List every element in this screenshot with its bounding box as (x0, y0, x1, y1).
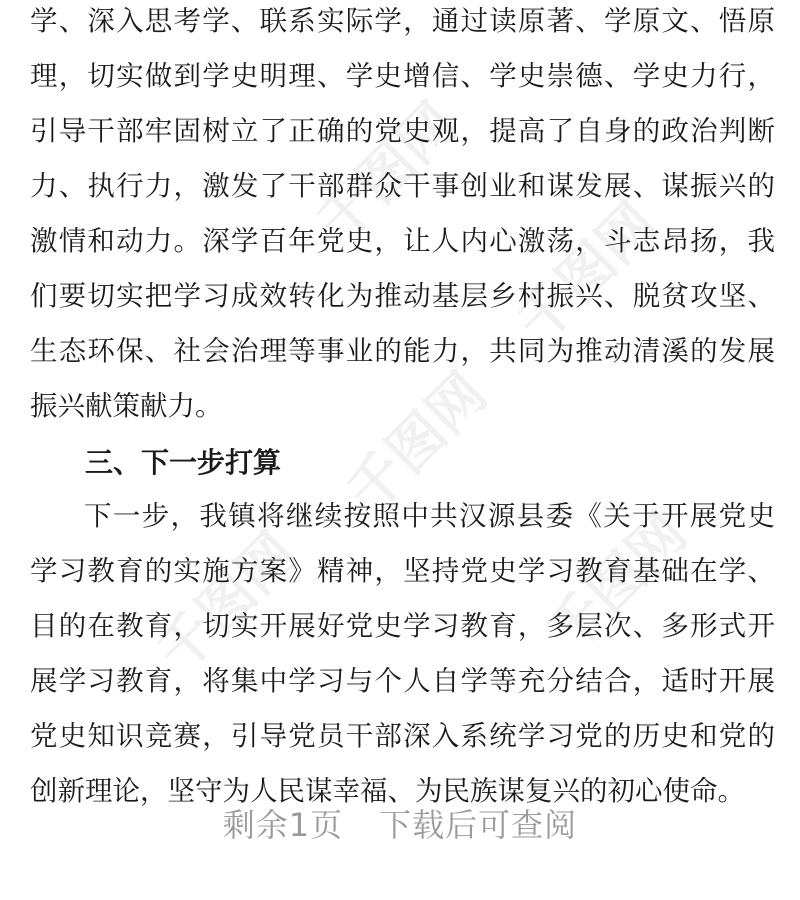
watermark: 千图网 (144, 520, 310, 686)
text-line: 们要切实把学习成效转化为推动基层乡村振兴、脱贫攻坚、 (30, 280, 775, 312)
text-line: 目的在教育，切实开展好党史学习教育，多层次、多形式开 (30, 610, 775, 642)
watermark: 千图网 (304, 90, 470, 256)
text-line: 学习教育的实施方案》精神，坚持党史学习教育基础在学、 (30, 555, 775, 587)
remaining-pages-label: 剩余1页 (222, 806, 344, 844)
text-line: 理，切实做到学史明理、学史增信、学史崇德、学史力行， (30, 60, 775, 92)
watermark: 千图网 (534, 500, 700, 666)
text-line: 振兴献策献力。 (30, 390, 223, 422)
download-to-view-link[interactable]: 下载后可查阅 (379, 806, 578, 844)
section-heading: 三、下一步打算 (85, 446, 282, 479)
text-line: 生态环保、社会治理等事业的能力，共同为推动清溪的发展 (30, 335, 775, 367)
download-prompt-banner[interactable] (0, 800, 800, 846)
text-line: 激情和动力。深学百年党史，让人内心激荡，斗志昂扬，我 (30, 225, 775, 257)
document-body (30, 0, 775, 825)
text-line: 引导干部牢固树立了正确的党史观，提高了自身的政治判断 (30, 115, 775, 147)
watermark: 千图网 (334, 360, 500, 526)
text-line: 学、深入思考学、联系实际学，通过读原著、学原文、悟原 (30, 5, 775, 37)
text-line: 创新理论，坚守为人民谋幸福、为民族谋复兴的初心使命。 (30, 775, 745, 807)
text-line: 展学习教育，将集中学习与个人自学等充分结合，适时开展 (30, 665, 775, 697)
paragraph-2 (30, 495, 775, 825)
paragraph-1 (30, 0, 775, 440)
text-line: 下一步，我镇将继续按照中共汉源县委《关于开展党史 (84, 500, 775, 532)
text-line: 党史知识竞赛，引导党员干部深入系统学习党的历史和党的 (30, 720, 775, 752)
watermark: 千图网 (504, 190, 670, 356)
text-line: 力、执行力，激发了干部群众干事创业和谋发展、谋振兴的 (30, 170, 775, 202)
